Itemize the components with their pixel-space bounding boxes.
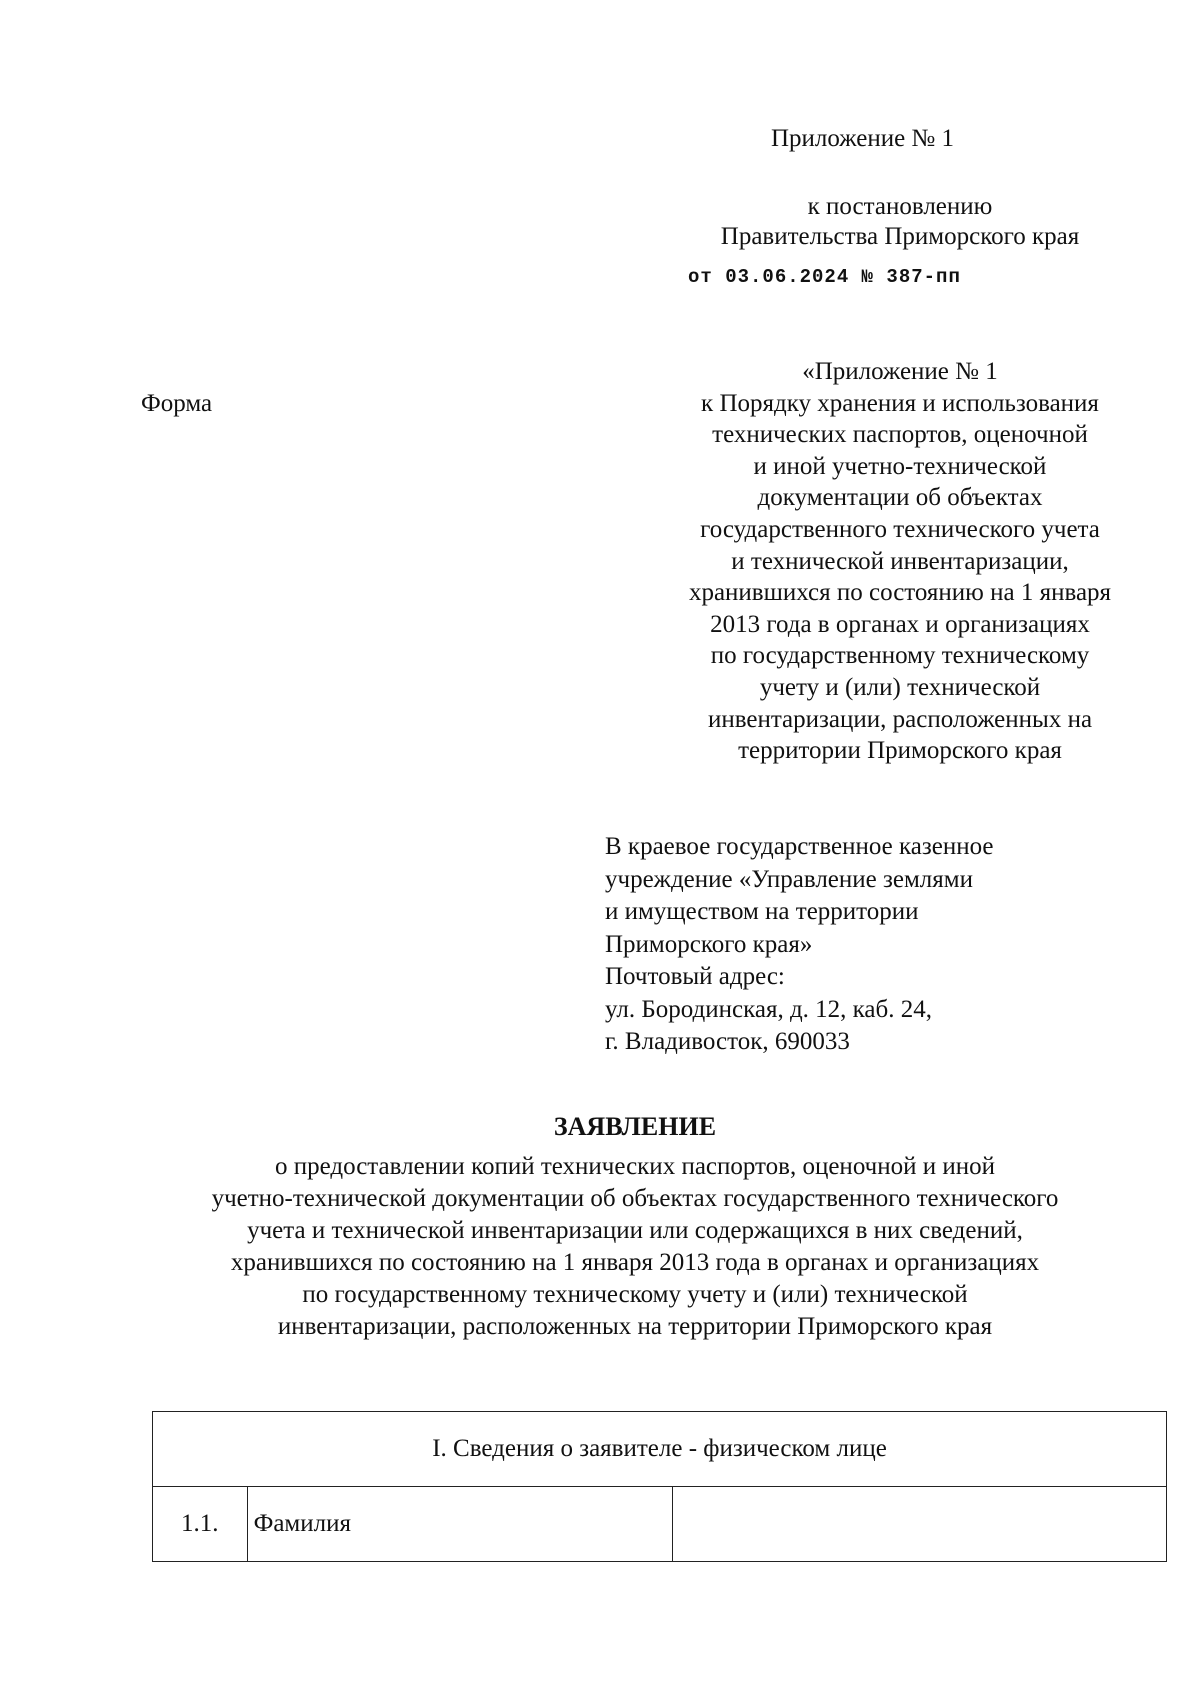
- form-label: Форма: [141, 390, 213, 417]
- procedure-line: «Приложение № 1: [802, 358, 998, 385]
- addressee-line: В краевое государственное казенное: [605, 833, 994, 860]
- statement-title: ЗАЯВЛЕНИЕ: [553, 1112, 717, 1141]
- addressee-line: ул. Бородинская, д. 12, каб. 24,: [605, 995, 933, 1023]
- section-title: I. Сведения о заявителе - физическом лице: [153, 1412, 1167, 1487]
- surname-label: Фамилия: [247, 1487, 672, 1562]
- addressee-line: учреждение «Управление землями: [605, 865, 973, 893]
- procedure-line: документации об объектах: [757, 484, 1043, 512]
- procedure-line: государственного технического учета: [700, 515, 1100, 543]
- procedure-line: учету и (или) технической: [759, 673, 1041, 701]
- subtitle-line: инвентаризации, расположенных на территории Приморского края: [277, 1313, 993, 1340]
- resolution-line: к постановлению: [807, 193, 993, 220]
- table-row: [153, 1487, 1167, 1562]
- procedure-line: хранившихся по состоянию на 1 января: [688, 579, 1112, 607]
- addressee-block: [605, 831, 994, 1059]
- resolution-reference: от 03.06.2024 № 387-пп: [688, 266, 961, 288]
- procedure-line: по государственному техническому: [710, 642, 1090, 670]
- procedure-line: инвентаризации, расположенных на: [707, 705, 1093, 733]
- subtitle-line: по государственному техническому учету и (или) технической: [302, 1281, 968, 1308]
- applicant-table: [152, 1411, 1167, 1562]
- statement-subtitle: [0, 1151, 1200, 1343]
- procedure-line: к Порядку хранения и использования: [701, 389, 1099, 417]
- subtitle-line: хранившихся по состоянию на 1 января 2013 года в органах и организациях: [230, 1249, 1040, 1276]
- resolution-line: Правительства Приморского края: [720, 223, 1080, 250]
- row-number: 1.1.: [153, 1487, 248, 1562]
- surname-value-field[interactable]: [672, 1487, 1166, 1562]
- procedure-line: и технической инвентаризации,: [731, 547, 1069, 575]
- procedure-line: технических паспортов, оценочной: [712, 421, 1088, 449]
- section-header-row: [153, 1412, 1167, 1487]
- appendix-title: Приложение № 1: [771, 125, 955, 152]
- procedure-line: территории Приморского края: [738, 737, 1062, 765]
- procedure-line: и иной учетно-технической: [753, 452, 1047, 480]
- addressee-line: и имуществом на территории: [605, 898, 919, 925]
- subtitle-line: учета и технической инвентаризации или содержащихся в них сведений,: [247, 1217, 1023, 1244]
- subtitle-line: учетно-технической документации об объектах государственного технического: [211, 1185, 1059, 1212]
- addressee-line: Почтовый адрес:: [605, 963, 785, 990]
- subtitle-line: о предоставлении копий технических паспортов, оценочной и иной: [274, 1153, 996, 1180]
- procedure-line: 2013 года в органах и организациях: [710, 610, 1090, 638]
- procedure-appendix-block: [610, 356, 1190, 767]
- addressee-line: г. Владивосток, 690033: [605, 1028, 850, 1055]
- addressee-line: Приморского края»: [605, 930, 813, 958]
- resolution-block: [610, 192, 1190, 252]
